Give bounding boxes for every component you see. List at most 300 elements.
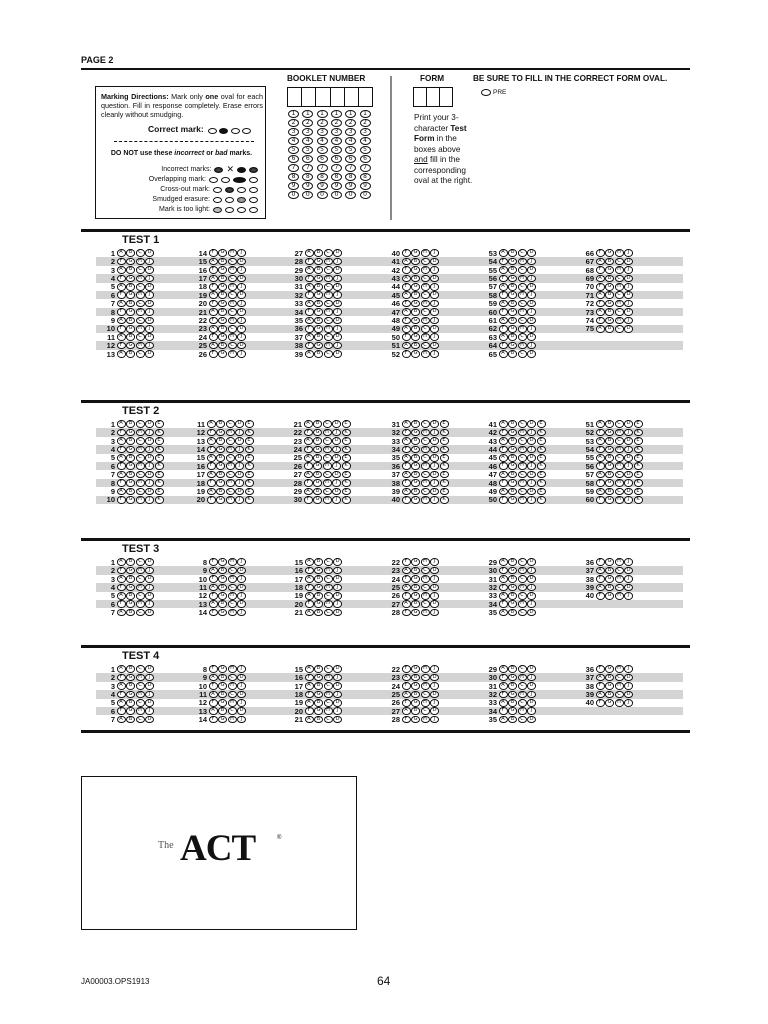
answer-oval[interactable]: J: [237, 317, 246, 325]
answer-oval[interactable]: H: [323, 496, 332, 504]
answer-oval[interactable]: G: [508, 584, 517, 592]
answer-oval[interactable]: B: [126, 558, 135, 566]
answer-oval[interactable]: J: [145, 342, 154, 350]
answer-oval[interactable]: C: [421, 291, 430, 299]
answer-oval[interactable]: F: [499, 291, 508, 299]
answer-oval[interactable]: D: [145, 454, 154, 462]
answer-oval[interactable]: A: [304, 437, 313, 445]
booklet-digit-oval[interactable]: 7: [331, 164, 342, 172]
answer-oval[interactable]: A: [305, 266, 314, 274]
answer-oval[interactable]: C: [136, 249, 145, 257]
answer-oval[interactable]: D: [145, 699, 154, 707]
booklet-digit-oval[interactable]: 4: [360, 137, 371, 145]
answer-oval[interactable]: H: [324, 567, 333, 575]
answer-oval[interactable]: B: [508, 488, 517, 496]
answer-oval[interactable]: D: [145, 682, 154, 690]
answer-oval[interactable]: D: [332, 488, 341, 496]
answer-oval[interactable]: J: [145, 308, 154, 316]
answer-oval[interactable]: E: [537, 471, 546, 479]
booklet-digit-oval[interactable]: 1: [331, 110, 342, 118]
answer-oval[interactable]: J: [145, 584, 154, 592]
answer-oval[interactable]: D: [235, 420, 244, 428]
answer-oval[interactable]: B: [605, 420, 614, 428]
answer-oval[interactable]: F: [209, 350, 218, 358]
answer-oval[interactable]: C: [615, 488, 624, 496]
answer-oval[interactable]: C: [615, 691, 624, 699]
answer-oval[interactable]: A: [117, 437, 126, 445]
answer-oval[interactable]: B: [314, 283, 323, 291]
answer-oval[interactable]: B: [218, 291, 227, 299]
answer-oval[interactable]: E: [440, 437, 449, 445]
answer-oval[interactable]: C: [518, 420, 527, 428]
answer-oval[interactable]: C: [518, 682, 527, 690]
answer-oval[interactable]: B: [411, 471, 420, 479]
answer-oval[interactable]: G: [411, 575, 420, 583]
answer-oval[interactable]: B: [605, 308, 614, 316]
booklet-digit-oval[interactable]: 4: [345, 137, 356, 145]
answer-oval[interactable]: B: [605, 437, 614, 445]
answer-oval[interactable]: A: [207, 437, 216, 445]
booklet-digit-oval[interactable]: 1: [360, 110, 371, 118]
answer-oval[interactable]: B: [411, 308, 420, 316]
answer-oval[interactable]: K: [634, 446, 643, 454]
answer-oval[interactable]: C: [615, 258, 624, 266]
answer-oval[interactable]: B: [314, 609, 323, 617]
answer-oval[interactable]: J: [527, 275, 536, 283]
answer-oval[interactable]: G: [126, 674, 135, 682]
answer-oval[interactable]: G: [411, 592, 420, 600]
answer-oval[interactable]: B: [605, 258, 614, 266]
answer-oval[interactable]: H: [615, 558, 624, 566]
answer-oval[interactable]: H: [421, 446, 430, 454]
answer-oval[interactable]: F: [499, 691, 508, 699]
answer-oval[interactable]: G: [411, 283, 420, 291]
answer-oval[interactable]: E: [440, 420, 449, 428]
answer-oval[interactable]: D: [527, 558, 536, 566]
answer-oval[interactable]: H: [421, 575, 430, 583]
answer-oval[interactable]: H: [615, 317, 624, 325]
booklet-digit-oval[interactable]: 3: [302, 128, 313, 136]
answer-oval[interactable]: F: [207, 446, 216, 454]
answer-oval[interactable]: J: [624, 665, 633, 673]
answer-oval[interactable]: J: [235, 462, 244, 470]
answer-oval[interactable]: A: [209, 707, 218, 715]
answer-oval[interactable]: B: [605, 567, 614, 575]
answer-oval[interactable]: C: [323, 437, 332, 445]
answer-oval[interactable]: C: [228, 258, 237, 266]
answer-oval[interactable]: K: [537, 462, 546, 470]
answer-oval[interactable]: A: [402, 600, 411, 608]
answer-oval[interactable]: C: [323, 454, 332, 462]
answer-oval[interactable]: G: [216, 429, 225, 437]
answer-oval[interactable]: F: [596, 249, 605, 257]
answer-oval[interactable]: G: [126, 707, 135, 715]
answer-oval[interactable]: G: [605, 575, 614, 583]
answer-oval[interactable]: J: [237, 575, 246, 583]
booklet-digit-oval[interactable]: 8: [302, 173, 313, 181]
answer-oval[interactable]: B: [605, 674, 614, 682]
answer-oval[interactable]: F: [117, 674, 126, 682]
answer-oval[interactable]: G: [411, 462, 420, 470]
booklet-digit-oval[interactable]: 4: [331, 137, 342, 145]
answer-oval[interactable]: H: [518, 291, 527, 299]
answer-oval[interactable]: A: [209, 674, 218, 682]
answer-oval[interactable]: B: [313, 471, 322, 479]
answer-oval[interactable]: G: [126, 567, 135, 575]
answer-oval[interactable]: H: [421, 609, 430, 617]
answer-oval[interactable]: D: [235, 488, 244, 496]
answer-oval[interactable]: J: [333, 275, 342, 283]
answer-oval[interactable]: C: [421, 308, 430, 316]
answer-oval[interactable]: A: [499, 350, 508, 358]
answer-oval[interactable]: A: [304, 471, 313, 479]
answer-oval[interactable]: G: [314, 567, 323, 575]
answer-oval[interactable]: H: [323, 462, 332, 470]
answer-oval[interactable]: J: [332, 479, 341, 487]
answer-oval[interactable]: F: [596, 682, 605, 690]
answer-oval[interactable]: G: [218, 609, 227, 617]
answer-oval[interactable]: C: [136, 333, 145, 341]
booklet-digit-oval[interactable]: 9: [302, 182, 313, 190]
answer-oval[interactable]: F: [305, 600, 314, 608]
answer-oval[interactable]: H: [324, 308, 333, 316]
answer-oval[interactable]: F: [305, 691, 314, 699]
answer-oval[interactable]: A: [209, 342, 218, 350]
answer-oval[interactable]: D: [430, 342, 439, 350]
answer-oval[interactable]: H: [421, 266, 430, 274]
answer-oval[interactable]: D: [527, 592, 536, 600]
answer-oval[interactable]: B: [218, 674, 227, 682]
answer-oval[interactable]: K: [537, 496, 546, 504]
answer-oval[interactable]: H: [323, 429, 332, 437]
answer-oval[interactable]: D: [527, 420, 536, 428]
answer-oval[interactable]: J: [527, 291, 536, 299]
answer-oval[interactable]: G: [508, 707, 517, 715]
answer-oval[interactable]: J: [145, 275, 154, 283]
answer-oval[interactable]: D: [235, 471, 244, 479]
answer-oval[interactable]: H: [228, 333, 237, 341]
answer-oval[interactable]: C: [228, 567, 237, 575]
answer-oval[interactable]: A: [207, 488, 216, 496]
answer-oval[interactable]: F: [596, 699, 605, 707]
answer-oval[interactable]: C: [228, 275, 237, 283]
answer-oval[interactable]: K: [155, 429, 164, 437]
answer-oval[interactable]: D: [237, 584, 246, 592]
answer-oval[interactable]: J: [624, 575, 633, 583]
answer-oval[interactable]: C: [226, 454, 235, 462]
answer-oval[interactable]: G: [508, 325, 517, 333]
answer-oval[interactable]: G: [126, 291, 135, 299]
answer-oval[interactable]: F: [596, 283, 605, 291]
answer-oval[interactable]: G: [508, 674, 517, 682]
booklet-digit-oval[interactable]: 6: [302, 155, 313, 163]
answer-oval[interactable]: C: [518, 249, 527, 257]
answer-oval[interactable]: D: [333, 266, 342, 274]
answer-oval[interactable]: C: [518, 471, 527, 479]
answer-oval[interactable]: B: [216, 471, 225, 479]
answer-oval[interactable]: J: [624, 592, 633, 600]
answer-oval[interactable]: J: [333, 691, 342, 699]
answer-oval[interactable]: A: [305, 350, 314, 358]
answer-oval[interactable]: H: [615, 682, 624, 690]
answer-oval[interactable]: B: [411, 488, 420, 496]
answer-oval[interactable]: G: [218, 592, 227, 600]
answer-oval[interactable]: K: [342, 479, 351, 487]
answer-oval[interactable]: C: [136, 350, 145, 358]
answer-oval[interactable]: H: [324, 600, 333, 608]
answer-oval[interactable]: H: [615, 479, 624, 487]
answer-oval[interactable]: A: [305, 682, 314, 690]
answer-oval[interactable]: F: [596, 317, 605, 325]
answer-oval[interactable]: G: [411, 350, 420, 358]
booklet-digit-oval[interactable]: 5: [331, 146, 342, 154]
answer-oval[interactable]: F: [209, 300, 218, 308]
answer-oval[interactable]: B: [314, 682, 323, 690]
answer-oval[interactable]: H: [136, 674, 145, 682]
answer-oval[interactable]: H: [136, 600, 145, 608]
answer-oval[interactable]: J: [237, 682, 246, 690]
answer-oval[interactable]: D: [527, 609, 536, 617]
answer-oval[interactable]: J: [527, 674, 536, 682]
answer-oval[interactable]: A: [596, 584, 605, 592]
answer-oval[interactable]: J: [237, 300, 246, 308]
answer-oval[interactable]: H: [518, 275, 527, 283]
answer-oval[interactable]: C: [324, 283, 333, 291]
answer-oval[interactable]: C: [421, 567, 430, 575]
answer-oval[interactable]: A: [117, 317, 126, 325]
answer-oval[interactable]: G: [605, 682, 614, 690]
booklet-digit-oval[interactable]: 1: [317, 110, 328, 118]
answer-oval[interactable]: J: [527, 479, 536, 487]
answer-oval[interactable]: G: [508, 342, 517, 350]
answer-oval[interactable]: A: [499, 283, 508, 291]
answer-oval[interactable]: J: [333, 342, 342, 350]
answer-oval[interactable]: C: [615, 308, 624, 316]
answer-oval[interactable]: J: [527, 707, 536, 715]
answer-oval[interactable]: G: [605, 300, 614, 308]
answer-oval[interactable]: E: [342, 471, 351, 479]
answer-oval[interactable]: F: [209, 266, 218, 274]
answer-oval[interactable]: F: [402, 665, 411, 673]
answer-oval[interactable]: F: [209, 249, 218, 257]
answer-oval[interactable]: C: [518, 437, 527, 445]
answer-oval[interactable]: K: [342, 496, 351, 504]
answer-oval[interactable]: A: [305, 575, 314, 583]
answer-oval[interactable]: D: [527, 300, 536, 308]
answer-oval[interactable]: B: [508, 558, 517, 566]
booklet-digit-oval[interactable]: 4: [302, 137, 313, 145]
answer-oval[interactable]: B: [126, 249, 135, 257]
answer-oval[interactable]: J: [527, 496, 536, 504]
answer-oval[interactable]: G: [508, 567, 517, 575]
answer-oval[interactable]: B: [508, 454, 517, 462]
answer-oval[interactable]: H: [228, 609, 237, 617]
answer-oval[interactable]: F: [499, 496, 508, 504]
booklet-digit-oval[interactable]: 5: [360, 146, 371, 154]
answer-oval[interactable]: D: [237, 567, 246, 575]
answer-oval[interactable]: G: [411, 665, 420, 673]
answer-oval[interactable]: D: [237, 674, 246, 682]
answer-oval[interactable]: K: [245, 462, 254, 470]
answer-oval[interactable]: E: [155, 437, 164, 445]
answer-oval[interactable]: E: [245, 437, 254, 445]
answer-oval[interactable]: F: [117, 308, 126, 316]
answer-oval[interactable]: D: [333, 333, 342, 341]
answer-oval[interactable]: C: [136, 454, 145, 462]
answer-oval[interactable]: B: [508, 317, 517, 325]
answer-oval[interactable]: G: [126, 258, 135, 266]
answer-oval[interactable]: B: [411, 584, 420, 592]
answer-oval[interactable]: H: [421, 462, 430, 470]
answer-oval[interactable]: F: [402, 699, 411, 707]
answer-oval[interactable]: C: [324, 716, 333, 724]
answer-oval[interactable]: F: [596, 446, 605, 454]
answer-oval[interactable]: K: [440, 446, 449, 454]
answer-oval[interactable]: D: [430, 567, 439, 575]
booklet-digit-oval[interactable]: 0: [345, 191, 356, 199]
answer-oval[interactable]: H: [421, 592, 430, 600]
answer-oval[interactable]: E: [440, 471, 449, 479]
answer-oval[interactable]: A: [402, 488, 411, 496]
answer-oval[interactable]: F: [209, 333, 218, 341]
answer-oval[interactable]: G: [218, 249, 227, 257]
answer-oval[interactable]: J: [624, 429, 633, 437]
answer-oval[interactable]: E: [634, 437, 643, 445]
answer-oval[interactable]: A: [305, 592, 314, 600]
answer-oval[interactable]: A: [209, 258, 218, 266]
answer-oval[interactable]: G: [605, 266, 614, 274]
answer-oval[interactable]: B: [605, 471, 614, 479]
answer-oval[interactable]: D: [333, 665, 342, 673]
answer-oval[interactable]: C: [228, 600, 237, 608]
answer-oval[interactable]: F: [499, 462, 508, 470]
answer-oval[interactable]: F: [402, 266, 411, 274]
answer-oval[interactable]: B: [605, 691, 614, 699]
answer-oval[interactable]: D: [237, 707, 246, 715]
answer-oval[interactable]: J: [145, 325, 154, 333]
answer-oval[interactable]: F: [596, 429, 605, 437]
answer-oval[interactable]: H: [518, 600, 527, 608]
answer-oval[interactable]: H: [421, 716, 430, 724]
answer-oval[interactable]: J: [333, 291, 342, 299]
answer-oval[interactable]: D: [333, 575, 342, 583]
answer-oval[interactable]: F: [207, 429, 216, 437]
answer-oval[interactable]: D: [624, 258, 633, 266]
answer-oval[interactable]: A: [209, 600, 218, 608]
answer-oval[interactable]: H: [615, 575, 624, 583]
answer-oval[interactable]: J: [527, 691, 536, 699]
answer-oval[interactable]: J: [145, 567, 154, 575]
answer-oval[interactable]: D: [145, 592, 154, 600]
answer-oval[interactable]: D: [145, 317, 154, 325]
answer-oval[interactable]: K: [440, 479, 449, 487]
answer-oval[interactable]: G: [216, 462, 225, 470]
answer-oval[interactable]: H: [136, 707, 145, 715]
answer-oval[interactable]: D: [332, 454, 341, 462]
answer-oval[interactable]: K: [155, 496, 164, 504]
answer-oval[interactable]: H: [615, 249, 624, 257]
answer-oval[interactable]: G: [508, 258, 517, 266]
answer-oval[interactable]: J: [237, 333, 246, 341]
answer-oval[interactable]: B: [411, 275, 420, 283]
answer-oval[interactable]: B: [508, 665, 517, 673]
answer-oval[interactable]: G: [411, 682, 420, 690]
answer-oval[interactable]: D: [430, 691, 439, 699]
answer-oval[interactable]: G: [605, 317, 614, 325]
answer-oval[interactable]: J: [430, 592, 439, 600]
answer-oval[interactable]: F: [402, 350, 411, 358]
answer-oval[interactable]: E: [440, 454, 449, 462]
answer-oval[interactable]: D: [624, 454, 633, 462]
answer-oval[interactable]: B: [126, 437, 135, 445]
answer-oval[interactable]: H: [615, 592, 624, 600]
answer-oval[interactable]: B: [314, 266, 323, 274]
answer-oval[interactable]: E: [342, 454, 351, 462]
answer-oval[interactable]: A: [209, 275, 218, 283]
answer-oval[interactable]: G: [218, 716, 227, 724]
answer-oval[interactable]: D: [624, 420, 633, 428]
answer-oval[interactable]: J: [624, 249, 633, 257]
answer-oval[interactable]: A: [499, 471, 508, 479]
answer-oval[interactable]: A: [402, 691, 411, 699]
answer-oval[interactable]: J: [624, 496, 633, 504]
answer-oval[interactable]: J: [527, 462, 536, 470]
booklet-digit-oval[interactable]: 3: [345, 128, 356, 136]
answer-oval[interactable]: B: [216, 437, 225, 445]
answer-oval[interactable]: C: [324, 266, 333, 274]
answer-oval[interactable]: F: [117, 258, 126, 266]
answer-oval[interactable]: D: [527, 333, 536, 341]
answer-oval[interactable]: B: [313, 420, 322, 428]
answer-oval[interactable]: G: [126, 496, 135, 504]
answer-oval[interactable]: B: [411, 567, 420, 575]
answer-oval[interactable]: B: [313, 454, 322, 462]
booklet-digit-oval[interactable]: 4: [288, 137, 299, 145]
answer-oval[interactable]: E: [537, 420, 546, 428]
answer-oval[interactable]: J: [527, 342, 536, 350]
answer-oval[interactable]: C: [421, 488, 430, 496]
answer-oval[interactable]: B: [126, 317, 135, 325]
answer-oval[interactable]: H: [324, 258, 333, 266]
answer-oval[interactable]: A: [402, 437, 411, 445]
answer-oval[interactable]: G: [314, 258, 323, 266]
booklet-digit-oval[interactable]: 1: [302, 110, 313, 118]
answer-oval[interactable]: C: [226, 471, 235, 479]
booklet-digit-oval[interactable]: 8: [331, 173, 342, 181]
answer-oval[interactable]: C: [324, 609, 333, 617]
answer-oval[interactable]: F: [117, 479, 126, 487]
answer-oval[interactable]: J: [624, 446, 633, 454]
booklet-digit-oval[interactable]: 0: [360, 191, 371, 199]
answer-oval[interactable]: C: [226, 488, 235, 496]
answer-oval[interactable]: B: [411, 707, 420, 715]
answer-oval[interactable]: H: [324, 342, 333, 350]
answer-oval[interactable]: D: [527, 249, 536, 257]
answer-oval[interactable]: H: [615, 496, 624, 504]
answer-oval[interactable]: F: [117, 691, 126, 699]
booklet-digit-oval[interactable]: 5: [345, 146, 356, 154]
answer-oval[interactable]: G: [218, 575, 227, 583]
answer-oval[interactable]: D: [624, 674, 633, 682]
answer-oval[interactable]: D: [145, 609, 154, 617]
answer-oval[interactable]: G: [508, 446, 517, 454]
answer-oval[interactable]: H: [226, 479, 235, 487]
answer-oval[interactable]: F: [402, 300, 411, 308]
answer-oval[interactable]: D: [145, 437, 154, 445]
answer-oval[interactable]: A: [117, 609, 126, 617]
answer-oval[interactable]: D: [333, 558, 342, 566]
answer-oval[interactable]: C: [228, 584, 237, 592]
